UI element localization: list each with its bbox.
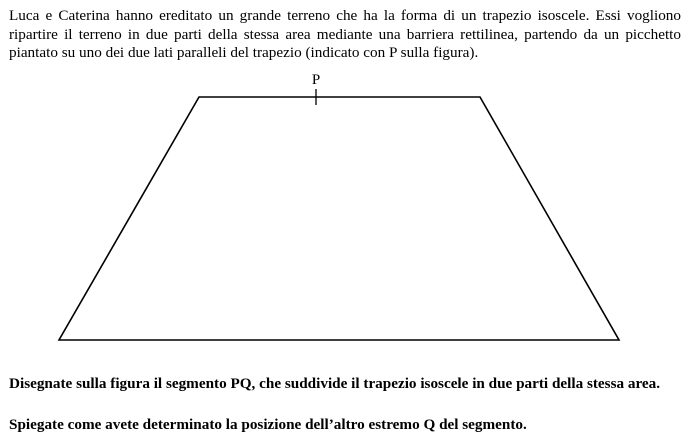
task-explain-q: Spiegate come avete determinato la posizione dell’altro estremo Q del segmento. (9, 416, 527, 433)
stake-p-label: P (311, 72, 321, 88)
trapezoid-figure (0, 70, 691, 355)
isosceles-trapezoid (59, 97, 619, 340)
trapezoid-svg (0, 70, 691, 355)
task-draw-segment: Disegnate sulla figura il segmento PQ, che suddivide il trapezio isoscele in due parti della stessa area. (9, 375, 661, 392)
problem-intro: Luca e Caterina hanno ereditato un grande terreno che ha la forma di un trapezio isoscele. Essi vogliono ripartire il terreno in due parti della stessa area mediante una barriera rettilinea, partendo da un picchetto piantato su uno dei due lati paralleli del trapezio (indicato con P sulla figura). (9, 7, 681, 61)
